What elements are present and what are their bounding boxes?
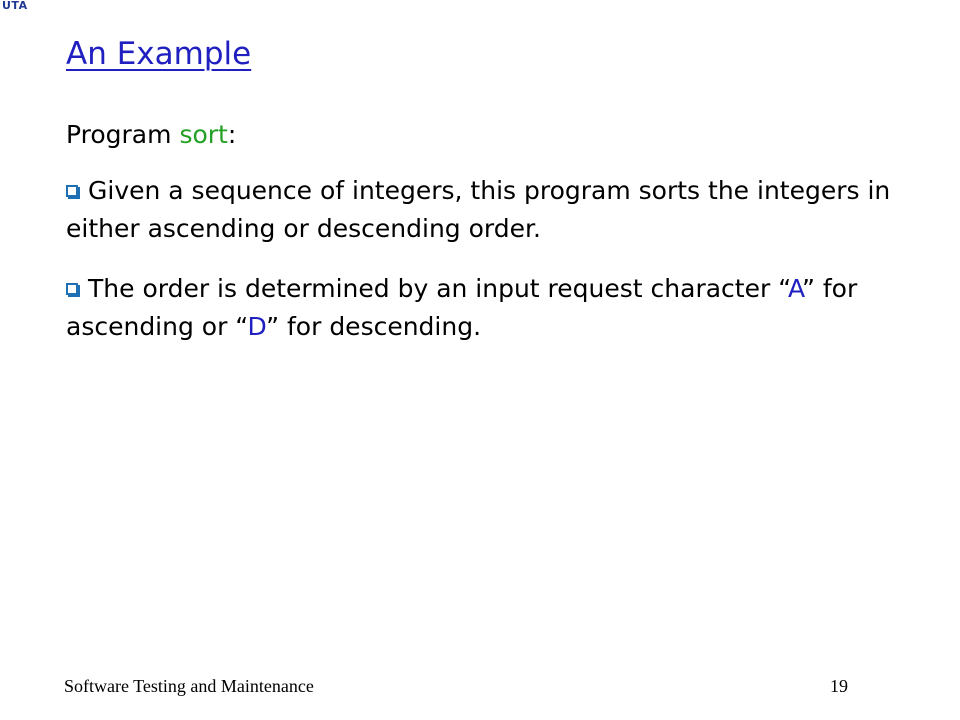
intro-line xyxy=(66,116,906,154)
uta-logo: UTA xyxy=(2,0,28,12)
intro-prefix: Program xyxy=(66,120,180,149)
square-bullet-icon xyxy=(66,185,78,197)
page-number: 19 xyxy=(830,676,848,696)
slide-title: An Example xyxy=(66,36,252,72)
char-d: D xyxy=(247,312,267,341)
bullet-item-2 xyxy=(66,270,906,346)
bullet-text-2b: ” for ascending or “ xyxy=(66,274,858,341)
char-a: A xyxy=(787,274,802,303)
square-bullet-icon xyxy=(66,283,78,295)
program-name: sort xyxy=(179,120,228,149)
bullet-text-2a: The order is determined by an input request character “ xyxy=(88,274,788,303)
bullet-text-1: Given a sequence of integers, this program sorts the integers in either ascending or descending order. xyxy=(66,176,891,243)
intro-suffix: : xyxy=(227,120,237,149)
footer-course: Software Testing and Maintenance xyxy=(64,676,314,696)
bullet-item-1 xyxy=(66,172,906,248)
bullet-text-2c: ” for descending. xyxy=(266,312,482,341)
